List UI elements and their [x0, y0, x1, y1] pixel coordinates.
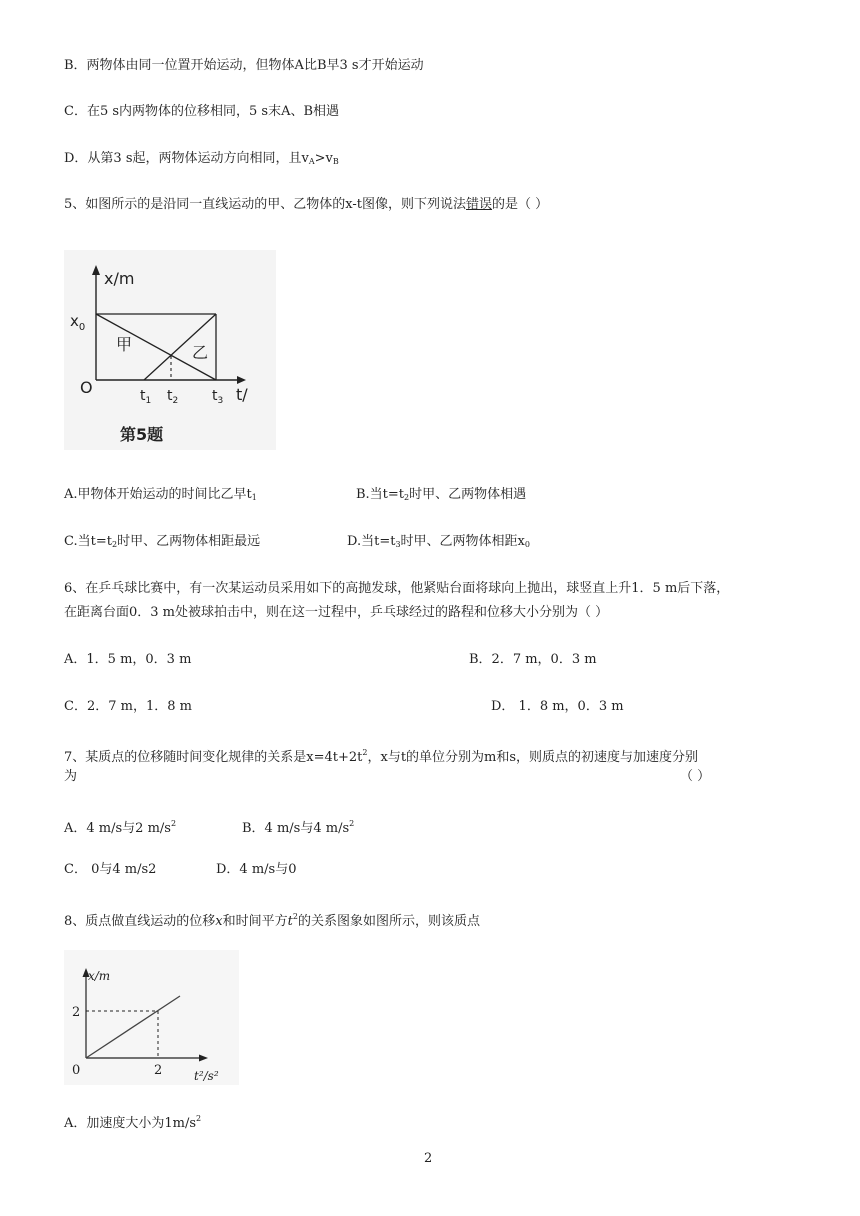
- q5-option-b: B.当$t=t_2$时甲、乙两物体相遇: [356, 487, 527, 502]
- q5-x-axis-label: t/: [236, 385, 248, 404]
- q4-option-b: B．两物体由同一位置开始运动，但物体A比B早3 s才开始运动: [64, 58, 424, 73]
- q5-x0-label: $x_0$: [70, 312, 86, 333]
- q6-option-b: B．2．7 m，0．3 m: [469, 652, 597, 667]
- q5-figure-caption: 第5题: [120, 425, 164, 444]
- q5-yi-label: 乙: [192, 343, 209, 362]
- q6-stem-line2: 在距离台面0．3 m处被球拍击中，则在这一过程中，乒乓球经过的路程和位移大小分别为（ ）: [64, 605, 609, 620]
- q7-option-c: C． 0与4 m/s2: [64, 862, 157, 877]
- q8-x-axis-label: t²/s²: [194, 1069, 219, 1083]
- q5-stem: 5、如图所示的是沿同一直线运动的甲、乙物体的x-t图像，则下列说法错误的是（ ）: [64, 197, 549, 212]
- page-number: 2: [424, 1151, 433, 1166]
- q7-stem-line1: 7、某质点的位移随时间变化规律的关系是$x=4t+2t^2$，x与t的单位分别为m和s，则质点的初速度与加速度分别: [64, 748, 699, 765]
- q5-option-d: D.当$t=t_3$时甲、乙两物体相距$x_0$: [347, 534, 530, 549]
- q8-origin-label: 0: [72, 1063, 81, 1078]
- q5-option-c: C.当$t=t_2$时甲、乙两物体相距最远: [64, 534, 261, 549]
- q6-option-d: D． 1．8 m，0．3 m: [491, 699, 624, 714]
- q8-stem: 8、质点做直线运动的位移x和时间平方$t^2$的关系图象如图所示，则该质点: [64, 912, 480, 929]
- q5-figure: [64, 250, 276, 450]
- q7-stem-line2: 为: [64, 769, 78, 784]
- q4-option-d: D．从第3 s起，两物体运动方向相同，且$v_A>v_B$: [64, 151, 339, 166]
- q5-origin-label: O: [80, 378, 93, 397]
- q5-y-axis-label: x/m: [104, 269, 135, 288]
- q7-option-a: A．4 m/s与2 $m/s^2$: [64, 819, 177, 836]
- q8-x-tick-label: 2: [154, 1063, 163, 1078]
- q7-option-d: D．4 m/s与0: [216, 862, 297, 877]
- q5-t2-label: $t_2$: [167, 388, 179, 406]
- q4-option-c: C．在5 s内两物体的位移相同，5 s末A、B相遇: [64, 104, 340, 119]
- q5-option-a: A.甲物体开始运动的时间比乙早$t_1$: [64, 487, 257, 502]
- q6-option-c: C．2．7 m，1．8 m: [64, 699, 192, 714]
- q7-option-b: B．4 m/s与4 $m/s^2$: [242, 819, 355, 836]
- q5-jia-label: 甲: [116, 335, 133, 354]
- q8-y-axis-label: x/m: [88, 969, 111, 983]
- q7-answer-paren: （ ）: [680, 769, 711, 784]
- q5-t1-label: $t_1$: [140, 388, 152, 406]
- q8-y-tick-label: 2: [72, 1005, 81, 1020]
- q5-t3-label: $t_3$: [212, 388, 224, 406]
- q8-option-a: A．加速度大小为$1m/s^2$: [64, 1114, 202, 1131]
- q6-stem-line1: 6、在乒乓球比赛中，有一次某运动员采用如下的高抛发球，他紧贴台面将球向上抛出，球竖直上升1．5 m后下落，: [64, 581, 730, 596]
- q8-figure: [64, 950, 239, 1085]
- q6-option-a: A．1．5 m，0．3 m: [64, 652, 192, 667]
